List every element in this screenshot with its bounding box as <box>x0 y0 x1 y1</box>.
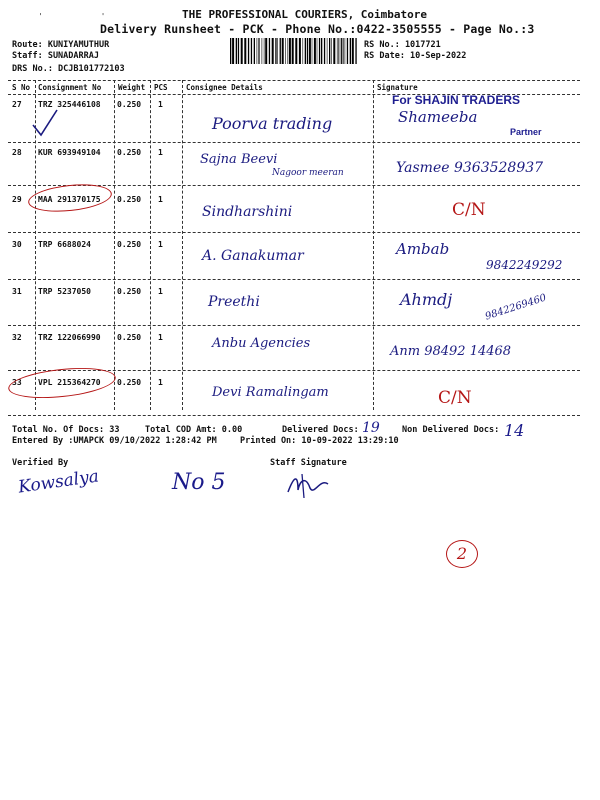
row-consignment: KUR 693949104 <box>38 148 101 157</box>
row-sno: 31 <box>12 287 22 296</box>
document-subtitle: Delivery Runsheet - PCK - Phone No.:0422-3505555 - Page No.:3 <box>100 22 535 36</box>
table-bottom-rule <box>8 415 580 416</box>
row-weight: 0.250 <box>117 378 142 387</box>
row-consignment: TRP 6688024 <box>38 240 91 249</box>
stamp-company-name: For SHAJIN TRADERS <box>392 93 521 107</box>
row-sno: 28 <box>12 148 22 157</box>
delivered-docs-count: 19 <box>362 420 380 436</box>
staff-signature-label: Staff Signature <box>270 458 347 468</box>
col-header-consignee: Consignee Details <box>186 83 263 92</box>
col-header-consignment: Consignment No <box>38 83 102 92</box>
row-pcs: 1 <box>158 148 163 157</box>
printed-on: Printed On: 10-09-2022 13:29:10 <box>240 436 399 446</box>
row-consignee: Poorva trading <box>212 114 333 133</box>
column-divider <box>150 80 151 410</box>
row-consignee: Preethi <box>208 294 260 310</box>
column-divider <box>114 80 115 410</box>
row-consignee-line2: Nagoor meeran <box>272 168 344 178</box>
row-pcs: 1 <box>158 195 163 204</box>
row-pcs: 1 <box>158 333 163 342</box>
page-number-value: 2 <box>456 544 468 563</box>
rs-date: RS Date: 10-Sep-2022 <box>364 51 467 61</box>
row-weight: 0.250 <box>117 148 142 157</box>
table-top-rule <box>8 80 580 81</box>
row-signature: Anm 98492 14468 <box>390 344 512 359</box>
row-sno: 32 <box>12 333 22 342</box>
rs-number: RS No.: 1017721 <box>364 40 441 50</box>
row-signature: Ambab <box>396 240 450 258</box>
non-delivered-docs-count: 14 <box>504 421 525 440</box>
row-consignee: Anbu Agencies <box>212 336 311 351</box>
total-docs: Total No. Of Docs: 33 <box>12 425 120 435</box>
row-divider <box>8 325 580 326</box>
row-weight: 0.250 <box>117 287 142 296</box>
verifier-mark: No 5 <box>172 470 226 495</box>
row-consignee: Devi Ramalingam <box>212 385 329 400</box>
row-consignment: TRZ 325446108 <box>38 100 101 109</box>
row-pcs: 1 <box>158 378 163 387</box>
non-delivered-docs-label: Non Delivered Docs: <box>402 425 500 435</box>
row-signature-phone: 9842249292 <box>486 258 563 272</box>
total-cod: Total COD Amt: 0.00 <box>145 425 243 435</box>
row-consignment: TRZ 122066990 <box>38 333 101 342</box>
row-weight: 0.250 <box>117 100 142 109</box>
document-title: THE PROFESSIONAL COURIERS, Coimbatore <box>182 8 428 21</box>
route-label: Route: KUNIYAMUTHUR <box>12 40 110 50</box>
row-divider <box>8 232 580 233</box>
verified-by-label: Verified By <box>12 458 69 468</box>
staff-signature-image <box>284 470 334 500</box>
row-signature: C/N <box>438 388 472 408</box>
column-divider <box>373 80 374 410</box>
row-pcs: 1 <box>158 100 163 109</box>
row-pcs: 1 <box>158 240 163 249</box>
delivered-docs-label: Delivered Docs: <box>282 425 359 435</box>
row-signature-phone: 9842269460 <box>483 292 548 323</box>
check-mark-icon <box>30 108 60 138</box>
row-weight: 0.250 <box>117 195 142 204</box>
row-weight: 0.250 <box>117 333 142 342</box>
column-divider <box>182 80 183 410</box>
row-consignee: Sindharshini <box>202 204 293 220</box>
verifier-signature: Kowsalya <box>17 466 101 498</box>
col-header-signature: Signature <box>377 83 418 92</box>
col-header-pcs: PCS <box>154 83 168 92</box>
row-signature: Ahmdj <box>400 290 453 309</box>
stamp-partner-label: Partner <box>510 127 542 137</box>
col-header-sno: S No <box>12 83 31 92</box>
row-consignee: Sajna Beevi <box>200 152 278 167</box>
row-signature: C/N <box>452 200 486 220</box>
barcode-image <box>230 38 358 64</box>
staff-label: Staff: SUNADARRAJ <box>12 51 99 61</box>
corner-marks: ' ' <box>38 12 106 21</box>
row-consignment: VPL 215364270 <box>38 378 101 387</box>
row-signature: Shameeba <box>398 108 478 126</box>
row-sno: 33 <box>12 378 22 387</box>
row-consignment: TRP 5237050 <box>38 287 91 296</box>
page-number-mark <box>446 540 478 568</box>
row-consignment: MAA 291370175 <box>38 195 101 204</box>
row-signature: Yasmee 9363528937 <box>396 160 544 176</box>
row-sno: 27 <box>12 100 22 109</box>
drs-label: DRS No.: DCJB101772103 <box>12 64 125 74</box>
row-pcs: 1 <box>158 287 163 296</box>
col-header-weight: Weight <box>118 83 146 92</box>
row-consignee: A. Ganakumar <box>202 248 304 264</box>
row-weight: 0.250 <box>117 240 142 249</box>
row-divider <box>8 142 580 143</box>
row-sno: 30 <box>12 240 22 249</box>
row-sno: 29 <box>12 195 22 204</box>
row-divider <box>8 279 580 280</box>
entered-by: Entered By :UMAPCK 09/10/2022 1:28:42 PM <box>12 436 217 446</box>
